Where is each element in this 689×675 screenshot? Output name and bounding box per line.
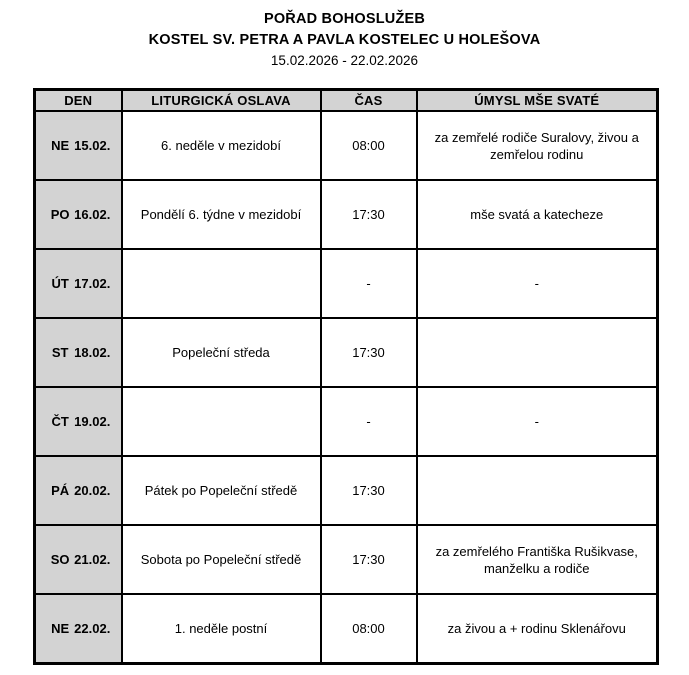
day-date: 17.02. <box>74 276 111 291</box>
table-row <box>35 594 658 664</box>
table-row <box>35 111 658 180</box>
day-abbreviation: SO <box>50 552 70 567</box>
time-cell: 08:00 <box>321 111 417 180</box>
intention-cell <box>417 456 658 525</box>
day-date: 16.02. <box>74 207 111 222</box>
page-title: POŘAD BOHOSLUŽEB <box>263 11 426 27</box>
time-cell: - <box>321 249 417 318</box>
intention-cell <box>417 318 658 387</box>
table-body <box>35 111 658 664</box>
column-header-intention: ÚMYSL MŠE SVATÉ <box>417 90 658 112</box>
celebration-cell <box>122 249 321 318</box>
time-cell: 17:30 <box>321 180 417 249</box>
time-cell: 17:30 <box>321 456 417 525</box>
time-cell: 08:00 <box>321 594 417 664</box>
day-abbreviation: PO <box>50 207 70 222</box>
table-row <box>35 387 658 456</box>
table-row <box>35 456 658 525</box>
date-range: 15.02.2026 - 22.02.2026 <box>270 53 419 68</box>
page-subtitle: KOSTEL SV. PETRA A PAVLA KOSTELEC U HOLEŠOVA <box>148 32 541 48</box>
day-abbreviation: NE <box>51 138 70 153</box>
day-cell <box>35 111 122 180</box>
day-cell <box>35 456 122 525</box>
celebration-cell: Sobota po Popeleční středě <box>122 525 321 594</box>
day-abbreviation: ČT <box>51 414 69 429</box>
table-header-row <box>35 90 658 112</box>
day-cell <box>35 249 122 318</box>
celebration-cell: 6. neděle v mezidobí <box>122 111 321 180</box>
day-abbreviation: NE <box>51 621 70 636</box>
time-cell: 17:30 <box>321 525 417 594</box>
day-abbreviation: PÁ <box>51 483 70 498</box>
column-header-time: ČAS <box>321 90 417 112</box>
day-cell <box>35 525 122 594</box>
day-date: 21.02. <box>74 552 111 567</box>
intention-cell: mše svatá a katecheze <box>417 180 658 249</box>
day-date: 15.02. <box>74 138 111 153</box>
day-cell <box>35 318 122 387</box>
day-cell <box>35 180 122 249</box>
table-row <box>35 180 658 249</box>
document-header <box>0 0 689 71</box>
celebration-cell: Pátek po Popeleční středě <box>122 456 321 525</box>
celebration-cell: Popeleční středa <box>122 318 321 387</box>
day-abbreviation: ST <box>51 345 69 360</box>
celebration-cell: Pondělí 6. týdne v mezidobí <box>122 180 321 249</box>
day-date: 20.02. <box>74 483 111 498</box>
time-cell: - <box>321 387 417 456</box>
celebration-cell <box>122 387 321 456</box>
time-cell: 17:30 <box>321 318 417 387</box>
day-date: 19.02. <box>74 414 111 429</box>
intention-cell: - <box>417 387 658 456</box>
celebration-cell: 1. neděle postní <box>122 594 321 664</box>
day-cell <box>35 594 122 664</box>
column-header-day: DEN <box>35 90 122 112</box>
day-cell <box>35 387 122 456</box>
intention-cell: za zemřelého Františka Rušikvase, manželku a rodiče <box>417 525 658 594</box>
intention-cell: za živou a + rodinu Sklenářovu <box>417 594 658 664</box>
table-row <box>35 249 658 318</box>
intention-cell: - <box>417 249 658 318</box>
day-date: 18.02. <box>74 345 111 360</box>
day-abbreviation: ÚT <box>51 276 69 291</box>
day-date: 22.02. <box>74 621 111 636</box>
table-row <box>35 318 658 387</box>
column-header-celebration: LITURGICKÁ OSLAVA <box>122 90 321 112</box>
schedule-table <box>33 88 659 665</box>
intention-cell: za zemřelé rodiče Suralovy, živou a zemřelou rodinu <box>417 111 658 180</box>
table-row <box>35 525 658 594</box>
